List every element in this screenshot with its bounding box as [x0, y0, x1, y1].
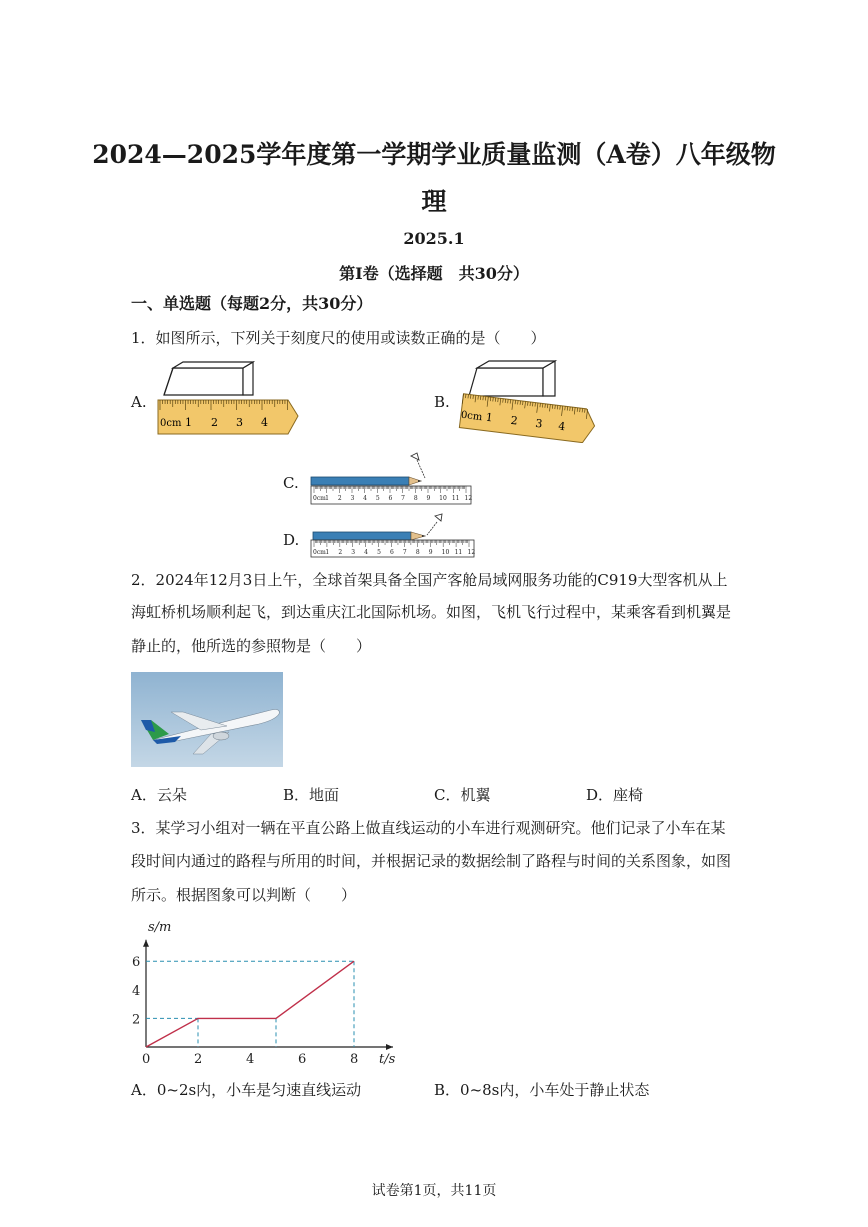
ruler-label: 6 [388, 495, 393, 502]
q1-option-b-label: B. [434, 393, 450, 411]
q2-option-a: A．云朵 [131, 786, 187, 804]
ruler-label: 4 [364, 549, 368, 556]
ruler-label: 6 [390, 549, 394, 556]
q1-option-d-label: D. [283, 531, 300, 549]
q1-option-d-figure [305, 508, 480, 560]
ruler-label: 11 [451, 495, 460, 502]
ruler-label: 8 [413, 495, 418, 502]
eye-icon [411, 453, 425, 478]
q1-option-c-figure [305, 450, 480, 510]
x-tick-label: 6 [298, 1052, 307, 1067]
ruler-a [158, 400, 298, 434]
y-tick-label: 4 [132, 983, 141, 999]
ruler-label: 12 [467, 549, 476, 556]
ruler-label: 7 [402, 549, 407, 556]
ruler-label: 9 [428, 549, 433, 556]
q2-option-c: C．机翼 [434, 786, 491, 804]
ruler-label: 2 [337, 495, 342, 502]
ruler-c [311, 486, 472, 504]
ruler-label: 10 [439, 495, 447, 502]
ruler-label: 1 [325, 549, 330, 556]
ruler-label: 2 [509, 413, 519, 428]
ruler-label: 0cm [160, 418, 182, 429]
ruler-label: 3 [350, 495, 355, 502]
ruler-label: 0cm [313, 495, 326, 502]
pencil-icon [311, 477, 422, 485]
q2-stem-line2: 海虹桥机场顺利起飞，到达重庆江北国际机场。如图，飞机飞行过程中，某乘客看到机翼是 [131, 603, 732, 621]
ruler-label: 1 [185, 416, 192, 429]
distance-time-chart [128, 915, 418, 1070]
q3-stem-line1: 3．某学习小组对一辆在平直公路上做直线运动的小车进行观测研究。他们记录了小车在某 [131, 819, 726, 837]
x-tick-label: 4 [246, 1052, 255, 1067]
pencil-icon [313, 532, 426, 540]
q1-option-a-figure [150, 360, 305, 440]
ruler-label: 12 [464, 495, 473, 502]
ruler-label: 8 [415, 549, 420, 556]
ruler-label: 4 [557, 419, 567, 434]
x-tick-label: 2 [194, 1052, 203, 1067]
x-tick-label: 0 [142, 1052, 151, 1067]
ruler-label: 0cm [460, 409, 483, 424]
exam-date: 2025.1 [403, 229, 465, 248]
ruler-b [459, 394, 596, 443]
ruler-label: 1 [325, 495, 329, 502]
page-footer: 试卷第1页，共11页 [371, 1183, 497, 1199]
airplane-photo [131, 672, 283, 767]
ruler-label: 7 [401, 495, 405, 502]
ruler-label: 11 [454, 549, 463, 556]
volume-heading: 第I卷（选择题 共30分） [339, 264, 529, 283]
ruler-d [311, 540, 475, 557]
x-axis-arrow [386, 1044, 393, 1050]
series-line [146, 961, 354, 1047]
ruler-label: 5 [375, 495, 380, 502]
ruler-label: 1 [485, 410, 494, 425]
q3-option-a: A．0~2s内，小车是匀速直线运动 [131, 1081, 362, 1099]
q3-stem-line3: 所示。根据图象可以判断（ ） [131, 886, 357, 904]
ruler-label: 3 [534, 416, 544, 431]
ruler-label: 3 [236, 416, 243, 429]
q1-option-c-label: C. [283, 474, 299, 492]
q3-option-b: B．0~8s内，小车处于静止状态 [434, 1081, 650, 1099]
x-tick-label: 8 [350, 1052, 359, 1067]
y-axis-arrow [143, 940, 149, 947]
block [164, 362, 253, 395]
ruler-label: 2 [211, 416, 218, 429]
y-axis-label: s/m [148, 920, 172, 935]
ruler-label: 3 [351, 549, 356, 556]
q1-option-a-label: A. [131, 393, 147, 411]
ruler-label: 4 [261, 416, 268, 429]
ruler-label: 5 [377, 549, 381, 556]
y-tick-label: 2 [132, 1012, 141, 1028]
q2-stem-line3: 静止的，他所选的参照物是（ ） [131, 637, 372, 655]
q1-option-b-figure [455, 358, 615, 443]
ruler-label: 4 [363, 495, 367, 502]
ruler-label: 9 [426, 495, 431, 502]
ruler-label: 0cm [313, 549, 326, 556]
ruler-label: 2 [338, 549, 343, 556]
q3-stem-line2: 段时间内通过的路程与所用的时间，并根据记录的数据绘制了路程与时间的关系图象，如图 [131, 852, 732, 870]
exam-title-line1: 2024—2025学年度第一学期学业质量监测（A卷）八年级物 [92, 140, 776, 169]
section-title: 一、单选题（每题2分，共30分） [131, 294, 373, 313]
exam-title-line2: 理 [421, 187, 447, 216]
x-axis-label: t/s [379, 1052, 396, 1067]
block [469, 361, 555, 396]
q1-stem: 1．如图所示，下列关于刻度尺的使用或读数正确的是（ ） [131, 329, 546, 347]
ruler-label: 10 [441, 549, 450, 556]
y-tick-label: 6 [132, 955, 141, 971]
eye-icon [427, 514, 442, 535]
q2-option-b: B．地面 [283, 786, 340, 804]
q2-option-d: D．座椅 [586, 786, 644, 804]
q2-stem-line1: 2．2024年12月3日上午，全球首架具备全国产客舱局域网服务功能的C919大型客机从上 [131, 571, 728, 589]
